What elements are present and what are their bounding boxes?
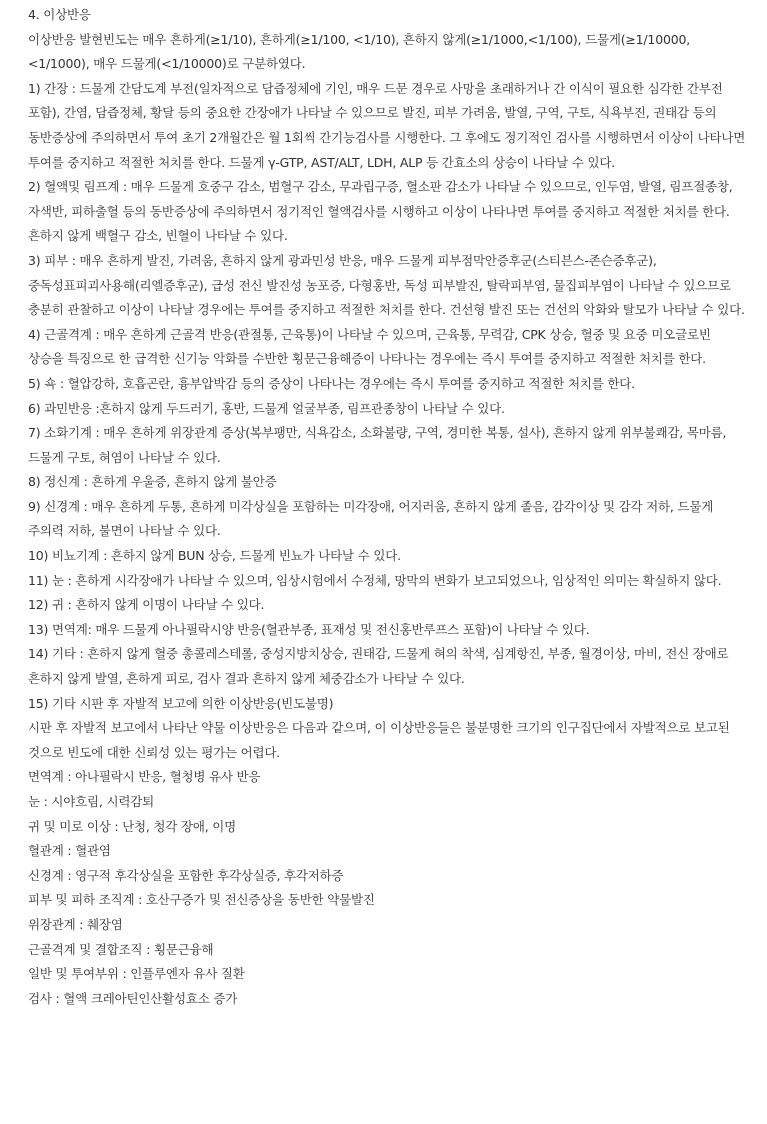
postmarketing-eye: 눈 : 시야흐림, 시력감퇴: [28, 794, 154, 809]
postmarketing-ear: 귀 및 미로 이상 : 난청, 청각 장애, 이명: [28, 818, 236, 834]
reaction-item-urinary: 10) 비뇨기계 : 흔하지 않게 BUN 상승, 드물게 빈뇨가 나타날 수 있다.: [28, 548, 401, 564]
postmarketing-immune: 면역계 : 아나필락시 반응, 혈청병 유사 반응: [28, 769, 261, 785]
reaction-item-other: 14) 기타 : 흔하지 않게 혈중 총콜레스테롤, 중성지방치상승, 권태감, 드물게 혀의 착색, 심계항진, 부종, 월경이상, 마비, 전신 장애로 흔하지 않게 발열, 흔하게 피로, 검사 결과 흔하지 않게 체중감소가 나타날 수 있다.: [28, 646, 729, 687]
postmarketing-skin: 피부 및 피하 조직계 : 호산구증가 및 전신증상을 동반한 약물발진: [28, 892, 375, 908]
reaction-item-blood-lymph: 2) 혈액및 림프계 : 매우 드물게 호중구 감소, 범혈구 감소, 무과립구증, 혈소판 감소가 나타날 수 있으므로, 인두염, 발열, 림프절종창, 자색반, 피하출혈 등의 동반증상에 주의하면서 정기적인 혈액검사를 시행하고 이상이 나타나면 투여를 중지하고 적절한 처치를 한다. 흔하지 않게 백혈구 감소, 빈혈이 나타날 수 있다.: [28, 179, 733, 244]
reaction-item-hypersensitivity: 6) 과민반응 :흔하지 않게 두드러기, 홍반, 드물게 얼굴부종, 림프관종창이 나타날 수 있다.: [28, 400, 505, 416]
postmarketing-gastrointestinal: 위장관계 : 췌장염: [28, 916, 123, 932]
reaction-item-digestive: 7) 소화기계 : 매우 흔하게 위장관계 증상(복부팽만, 식욕감소, 소화불량, 구역, 경미한 복통, 설사), 흔하지 않게 위부불쾌감, 목마름, 드물게 구토, 혀염이 나타날 수 있다.: [28, 425, 727, 465]
postmarketing-heading: 15) 기타 시판 후 자발적 보고에 의한 이상반응(빈도불명): [28, 695, 334, 711]
reaction-item-ear: 12) 귀 : 흔하지 않게 이명이 나타날 수 있다.: [28, 597, 265, 613]
postmarketing-musculoskeletal: 근골격계 및 결합조직 : 횡문근융해: [28, 941, 214, 957]
reaction-item-eye: 11) 눈 : 흔하게 시각장애가 나타날 수 있으며, 임상시험에서 수정체, 망막의 변화가 보고되었으나, 임상적인 의미는 확실하지 않다.: [28, 572, 722, 588]
frequency-intro: 이상반응 발현빈도는 매우 흔하게(≥1/10), 흔하게(≥1/100, <1/10), 흔하지 않게(≥1/1000,<1/100), 드물게(≥1/10000, <1/1000), 매우 드물게(<1/10000)로 구분하였다.: [28, 31, 690, 72]
reaction-item-nervous: 9) 신경계 : 매우 흔하게 두통, 흔하게 미각상실을 포함하는 미각장애, 어지러움, 흔하지 않게 졸음, 감각이상 및 감각 저하, 드물게 주의력 저하, 불면이 나타날 수 있다.: [28, 498, 714, 539]
postmarketing-nervous: 신경계 : 영구적 후각상실을 포함한 후각상실증, 후각저하증: [28, 867, 344, 883]
reaction-item-shock: 5) 쇽 : 혈압강하, 호흡곤란, 흉부압박감 등의 증상이 나타나는 경우에는 즉시 투여를 중지하고 적절한 처치를 한다.: [28, 375, 635, 391]
reaction-item-psychiatric: 8) 정신계 : 흔하게 우울증, 흔하지 않게 불안증: [28, 474, 277, 490]
postmarketing-intro: 시판 후 자발적 보고에서 나타난 약물 이상반응은 다음과 같으며, 이 이상반응들은 불분명한 크기의 인구집단에서 자발적으로 보고된 것으로 빈도에 대한 신뢰성 있는 평가는 어렵다.: [28, 720, 730, 760]
section-heading: 4. 이상반응: [28, 7, 91, 22]
reaction-item-skin: 3) 피부 : 매우 흔하게 발진, 가려움, 흔하지 않게 광과민성 반응, 매우 드물게 피부점막안증후군(스티븐스-존슨증후군), 중독성표피괴사용해(리엘증후군), 급성 전신 발진성 농포증, 다형홍반, 독성 피부발진, 탈락피부염, 물집피부염이 나타날 수 있으므로 충분히 관찰하고 이상이 나타날 경우에는 투여를 중지하고 적절한 처치를 한다. 건선형 발진 또는 건선의 악화와 탈모가 나타날 수 있다.: [28, 252, 745, 318]
reaction-item-musculoskeletal: 4) 근골격계 : 매우 흔하게 근골격 반응(관절통, 근육통)이 나타날 수 있으며, 근육통, 무력감, CPK 상승, 혈중 및 요중 미오글로빈 상승을 특징으로 한 급격한 신기능 악화를 수반한 횡문근융해증이 나타나는 경우에는 즉시 투여를 중지하고 적절한 처치를 한다.: [28, 326, 711, 367]
reaction-item-liver: 1) 간장 : 드물게 간담도계 부전(일차적으로 담즙정체에 기인, 매우 드문 경우로 사망을 초래하거나 간 이식이 필요한 심각한 간부전 포함), 간염, 담즙정체, 황달 등의 중요한 간장애가 나타날 수 있으므로 발진, 피부 가려움, 발열, 구역, 구토, 식욕부진, 권태감 등의 동반증상에 주의하면서 투여 초기 2개월간은 월 1회씩 간기능검사를 시행한다. 그 후에도 정기적인 검사를 시행하면서 이상이 나타나면 투여를 중지하고 적절한 처치를 한다. 드물게 γ-GTP, AST/ALT, LDH, ALP 등 간효소의 상승이 나타날 수 있다.: [28, 80, 746, 170]
postmarketing-vascular: 혈관계 : 혈관염: [28, 843, 111, 859]
postmarketing-general: 일반 및 투여부위 : 인플루엔자 유사 질환: [28, 966, 245, 982]
reaction-item-immune: 13) 면역계: 매우 드물게 아나필락시양 반응(혈관부종, 표재성 및 전신홍반루프스 포함)이 나타날 수 있다.: [28, 621, 590, 637]
postmarketing-investigations: 검사 : 혈액 크레아틴인산활성효소 증가: [28, 990, 238, 1006]
